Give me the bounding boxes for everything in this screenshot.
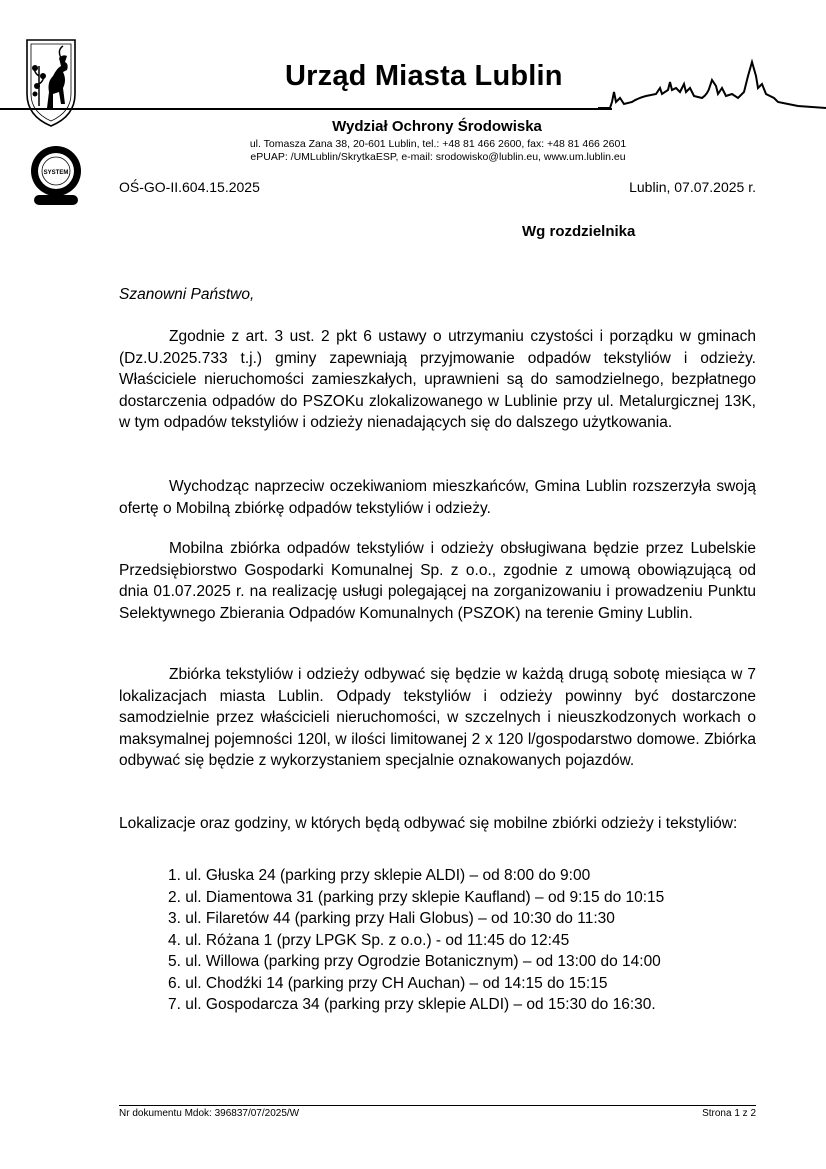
footer-divider <box>119 1105 756 1106</box>
list-item: 3. ul. Filaretów 44 (parking przy Hali Globus) – od 10:30 do 11:30 <box>168 910 615 927</box>
department-name <box>0 118 826 135</box>
list-item: 5. ul. Willowa (parking przy Ogrodzie Botanicznym) – od 13:00 do 14:00 <box>168 953 661 970</box>
city-crest-logo <box>23 36 79 128</box>
footer-document-number: Nr dokumentu Mdok: 396837/07/2025/W <box>119 1108 300 1119</box>
list-item: 7. ul. Gospodarcza 34 (parking przy sklepie ALDI) – od 15:30 do 16:30. <box>168 996 656 1013</box>
address-line-2: ePUAP: /UMLublin/SkrytkaESP, e-mail: srodowisko@lublin.eu, www.um.lublin.eu <box>250 151 626 163</box>
place-and-date: Lublin, 07.07.2025 r. <box>629 179 756 195</box>
department-address <box>0 138 826 164</box>
paragraph-5: Lokalizacje oraz godziny, w których będą odbywać się mobilne zbiórki odzieży i tekstyliów: <box>119 815 738 832</box>
footer-page-number: Strona 1 z 2 <box>702 1108 756 1119</box>
locations-list <box>168 865 664 1016</box>
paragraph-1: Zgodnie z art. 3 ust. 2 pkt 6 ustawy o utrzymaniu czystości i porządku w gminach (Dz.U.2025.733 t.j.) gminy zapewniają przyjmowanie odpadów tekstyliów i odzieży. Właściciele nieruchomości zamieszkałych, uprawnieni są do samodzielnego, bezpłatnego dostarczenia odpadów do PSZOKu zlokalizowanego w Lublinie przy ul. Metalurgicznej 13K, w tym odpadów tekstyliów i odzieży nienadających się do dalszego użytkowania. <box>119 328 756 431</box>
paragraph-3: Mobilna zbiórka odpadów tekstyliów i odzieży obsługiwana będzie przez Lubelskie Przedsiębiorstwo Gospodarki Komunalnej Sp. z o.o., zgodnie z umową obowiązującą od dnia 01.07.2025 r. na realizację usługi polegającej na zorganizowaniu i prowadzeniu Punktu Selektywnego Zbierania Odpadów Komunalnych (PSZOK) na terenie Gminy Lublin. <box>119 540 756 622</box>
list-item: 4. ul. Różana 1 (przy LPGK Sp. z o.o.) - od 11:45 do 12:45 <box>168 931 570 949</box>
recipient-line: Wg rozdzielnika <box>522 223 636 240</box>
address-line-1: ul. Tomasza Zana 38, 20-601 Lublin, tel.: +48 81 466 2600, fax: +48 81 466 2601 <box>249 138 627 150</box>
paragraph-2: Wychodząc naprzeciw oczekiwaniom mieszkańców, Gmina Lublin rozszerzyła swoją ofertę o Mobilną zbiórkę odpadów tekstyliów i odzieży. <box>119 478 756 517</box>
list-item: 6. ul. Chodźki 14 (parking przy CH Auchan) – od 14:15 do 15:15 <box>168 974 608 992</box>
greeting: Szanowni Państwo, <box>119 286 255 303</box>
document-signature: OŚ-GO-II.604.15.2025 <box>119 179 260 195</box>
department-label: Wydział Ochrony Środowiska <box>332 118 542 135</box>
paragraph-4: Zbiórka tekstyliów i odzieży odbywać się będzie w każdą drugą sobotę miesiąca w 7 lokalizacjach miasta Lublin. Odpady tekstyliów i odzieży powinny być dostarczone samodzielnie przez właścicieli nieruchomości, w szczelnych i nieuszkodzonych workach o maksymalnej pojemności 120l, w ilości limitowanej 2 x 120 l/gospodarstwo domowe. Zbiórka odbywać się będzie z wykorzystaniem specjalnie oznakowanych pojazdów. <box>119 666 756 769</box>
list-item: 2. ul. Diamentowa 31 (parking przy sklepie Kaufland) – od 9:15 do 10:15 <box>168 888 665 906</box>
organization-title: Urząd Miasta Lublin <box>285 60 563 92</box>
cert-badge-label: SYSTEM <box>43 170 69 176</box>
list-item: 1. ul. Głuska 24 (parking przy sklepie ALDI) – od 8:00 do 9:00 <box>168 867 591 884</box>
city-skyline-icon <box>598 58 826 112</box>
